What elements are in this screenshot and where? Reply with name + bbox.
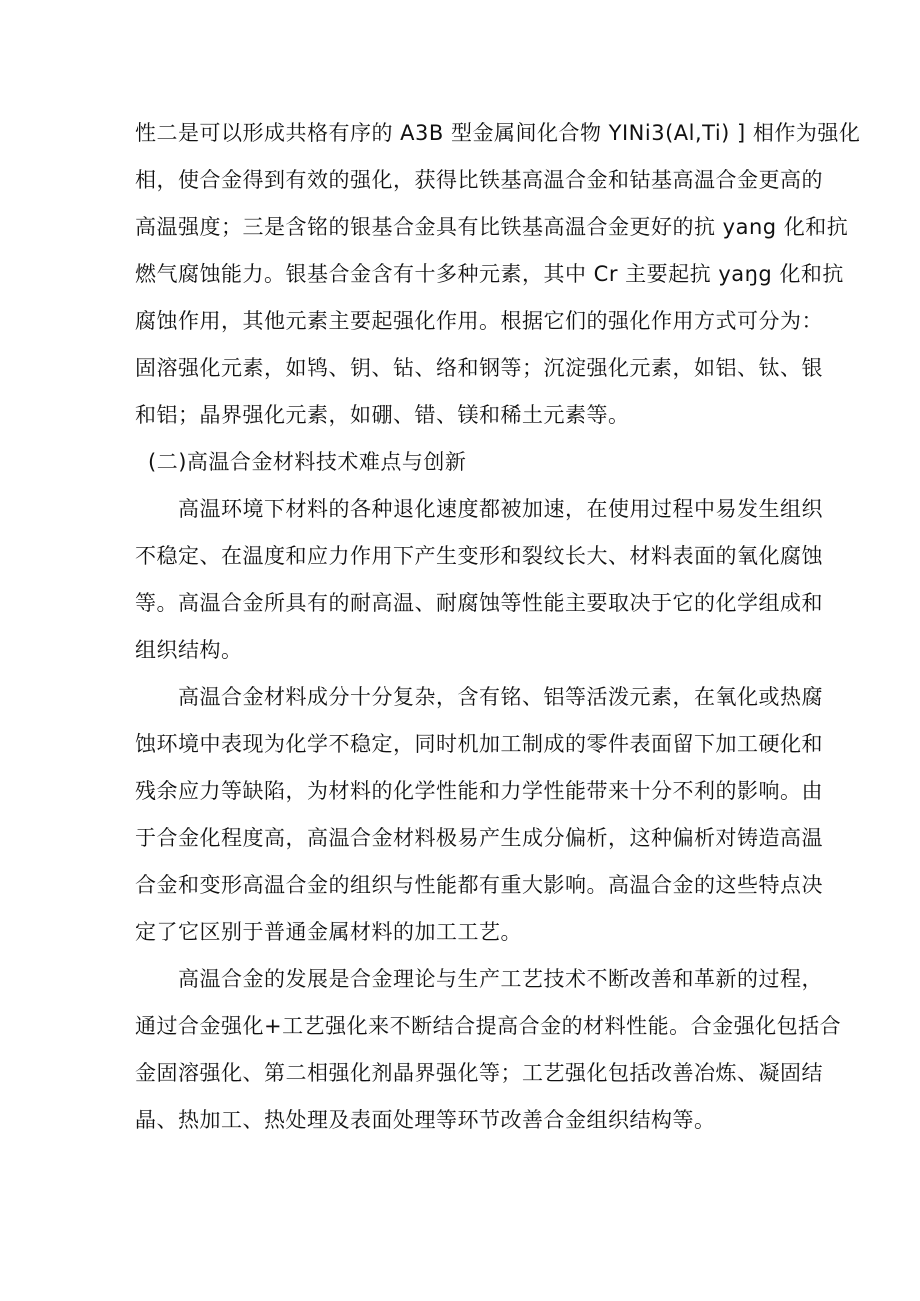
text-line: 性二是可以形成共格有序的 A3B 型金属间化合物 YINi3(Al,Ti) ] 相作为强化: [135, 121, 861, 145]
section-heading: (二)高温合金材料技术难点与创新: [148, 450, 467, 474]
text-line: 不稳定、在温度和应力作用下产生变形和裂纹长大、材料表面的氧化腐蚀: [135, 544, 823, 568]
text-line: 蚀环境中表现为化学不稳定，同时机加工制成的零件表面留下加工硬化和: [135, 732, 823, 756]
text-line: 燃气腐蚀能力。银基合金含有十多种元素，其中 Cr 主要起抗 yaŋg 化和抗: [135, 262, 844, 286]
text-line: 等。高温合金所具有的耐高温、耐腐蚀等性能主要取决于它的化学组成和: [135, 591, 823, 615]
text-line: 相，使合金得到有效的强化，获得比铁基高温合金和钴基高温合金更高的: [135, 168, 823, 192]
text-line: 和铝；晶界强化元素，如硼、错、镁和稀土元素等。: [135, 403, 630, 427]
text-line: 于合金化程度高，高温合金材料极易产生成分偏析，这种偏析对铸造高温: [135, 826, 823, 850]
text-line: 定了它区别于普通金属材料的加工工艺。: [135, 920, 522, 944]
text-line: 高温合金材料成分十分复杂，含有铭、铝等活泼元素，在氧化或热腐: [135, 685, 823, 709]
text-line: 高温合金的发展是合金理论与生产工艺技术不断改善和革新的过程，: [135, 967, 823, 991]
text-line: 合金和变形高温合金的组织与性能都有重大影响。高温合金的这些特点决: [135, 873, 823, 897]
text-line: 晶、热加工、热处理及表面处理等环节改善合金组织结构等。: [135, 1108, 716, 1132]
text-line: 金固溶强化、第二相强化剂晶界强化等；工艺强化包括改善冶炼、凝固结: [135, 1061, 823, 1085]
text-line: 腐蚀作用，其他元素主要起强化作用。根据它们的强化作用方式可分为：: [135, 309, 823, 333]
text-line: 高温强度；三是含铭的银基合金具有比铁基高温合金更好的抗 yang 化和抗: [135, 215, 849, 239]
text-line: 残余应力等缺陷，为材料的化学性能和力学性能带来十分不利的影响。由: [135, 779, 823, 803]
text-line: 高温环境下材料的各种退化速度都被加速，在使用过程中易发生组织: [135, 497, 823, 521]
text-line: 固溶强化元素，如鸨、钥、钻、络和钢等；沉淀强化元素，如铝、钛、银: [135, 356, 823, 380]
text-line: 组织结构。: [135, 638, 243, 662]
text-line: 通过合金强化+工艺强化来不断结合提高合金的材料性能。合金强化包括合: [135, 1014, 842, 1038]
